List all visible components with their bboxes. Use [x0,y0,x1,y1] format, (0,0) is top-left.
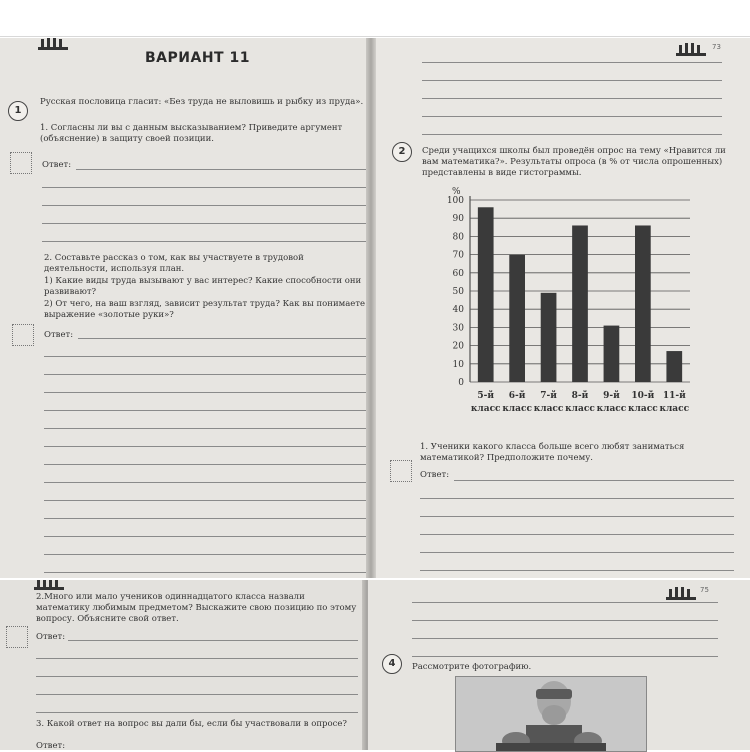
bar-6-й [509,255,525,382]
answer-line[interactable] [44,428,366,429]
bar-8-й [572,225,588,382]
answer-label: Ответ: [36,741,66,750]
answer-line[interactable] [36,694,358,695]
answer-line[interactable] [44,446,366,447]
photo-illustration [456,677,646,751]
answer-line[interactable] [412,656,718,657]
book-logo-icon [666,586,696,600]
answer-line[interactable] [76,169,366,170]
book-logo-icon [34,580,64,590]
answer-line[interactable] [454,480,734,481]
page-right-top [372,38,750,578]
answer-line[interactable] [44,572,366,573]
y-tick-label: 0 [458,378,464,388]
answer-line[interactable] [78,338,366,339]
photo-child-with-goggles [455,676,647,752]
answer-label: Ответ: [420,470,450,480]
book-gutter [366,38,376,578]
answer-line[interactable] [44,374,366,375]
task1-question1: 1. Согласны ли вы с данным высказыванием? Приведите аргумент (объяснение) в защиту своей позиции. [40,123,343,144]
bar-10-й [635,225,651,382]
task2-question2: 2.Много или мало учеников одиннадцатого класса назвали математику любимым предметом? Выскажите свою позицию по этому вопросу. Объясните свой ответ. [36,592,357,624]
y-tick-label: 80 [452,232,464,243]
answer-line[interactable] [44,518,366,519]
x-tick-label: класс [502,404,532,414]
answer-line[interactable] [44,464,366,465]
answer-label: Ответ: [42,160,72,170]
task1-intro: Русская пословица гласит: «Без труда не выловишь и рыбку из пруда». [40,97,364,107]
top-bar [0,0,750,37]
book-logo-icon [38,38,68,50]
x-tick-label: 7-й [540,391,557,401]
x-tick-label: 6-й [508,391,526,401]
book-logo-icon [676,42,706,56]
y-tick-label: 90 [452,214,464,225]
x-tick-label: 9-й [603,391,620,401]
x-tick-label: класс [596,404,627,414]
answer-line[interactable] [44,554,366,555]
answer-line[interactable] [422,98,722,99]
answer-checkbox[interactable] [390,460,412,482]
y-tick-label: 10 [452,359,464,370]
answer-line[interactable] [44,356,366,357]
task-number-1: 1 [8,101,28,121]
bar-9-й [604,326,620,382]
answer-line[interactable] [422,80,722,81]
page-number: 73 [712,43,721,51]
answer-line[interactable] [422,116,722,117]
answer-line[interactable] [44,410,366,411]
answer-line[interactable] [36,676,358,677]
y-tick-label: 30 [452,323,464,334]
answer-line[interactable] [412,602,718,603]
answer-line[interactable] [68,640,358,641]
answer-line[interactable] [42,223,366,224]
task4-intro: Рассмотрите фотографию. [412,662,532,672]
task1-question2-item2: 2) От чего, на ваш взгляд, зависит результат труда? Как вы понимаете выражение «золотые руки»? [44,299,366,320]
x-tick-label: 10-й [631,391,655,401]
answer-line[interactable] [420,498,734,499]
x-tick-label: 5-й [477,391,495,401]
answer-line[interactable] [42,241,366,242]
answer-line[interactable] [44,392,366,393]
bar-chart [430,186,690,436]
x-tick-label: класс [470,404,501,414]
x-tick-label: класс [565,404,595,414]
bar-7-й [541,293,557,382]
x-tick-label: класс [628,404,658,414]
task1-question2-item1: 1) Какие виды труда вызывают у вас интерес? Какие способности они развивают? [44,276,362,297]
answer-line[interactable] [412,620,718,621]
y-tick-label: 100 [446,196,464,206]
bar-5-й [478,207,494,382]
task2-question1: 1. Ученики какого класса больше всего любят заниматься математикой? Предположите почему. [420,442,685,463]
answer-line[interactable] [44,482,366,483]
answer-line[interactable] [44,536,366,537]
answer-line[interactable] [420,534,734,535]
answer-checkbox[interactable] [12,324,34,346]
y-tick-label: 50 [452,287,464,297]
task2-intro: Среди учащихся школы был проведён опрос на тему «Нравится ли вам математика?». Результаты опроса (в % от числа опрошенных) представлены в виде гистограммы. [422,146,726,178]
answer-line[interactable] [420,552,734,553]
answer-line[interactable] [422,134,722,135]
answer-line[interactable] [420,570,734,571]
x-tick-label: 11-й [662,391,686,401]
page-left-bottom [0,580,368,750]
answer-line[interactable] [42,187,366,188]
answer-line[interactable] [412,638,718,639]
answer-line[interactable] [44,500,366,501]
task1-question2: 2. Составьте рассказ о том, как вы участвуете в трудовой деятельности, используя план. [44,253,304,274]
page-left-top [0,38,372,578]
task2-question3: 3. Какой ответ на вопрос вы дали бы, если бы участвовали в опросе? [36,719,347,729]
y-tick-label: 20 [452,341,464,352]
y-tick-label: 70 [452,250,464,261]
answer-label: Ответ: [36,632,66,642]
task-number-4: 4 [382,654,402,674]
answer-label: Ответ: [44,330,74,340]
x-tick-label: 8-й [571,391,589,401]
y-tick-label: 60 [452,268,464,279]
y-tick-label: 40 [452,305,464,316]
answer-checkbox[interactable] [6,626,28,648]
page-number: 75 [700,586,709,594]
answer-checkbox[interactable] [10,152,32,174]
answer-line[interactable] [42,205,366,206]
bar-11-й [666,351,682,382]
answer-line[interactable] [420,516,734,517]
y-axis-label: % [452,187,461,197]
answer-line[interactable] [36,658,358,659]
x-tick-label: класс [533,404,564,414]
task-number-2: 2 [392,142,412,162]
variant-title: ВАРИАНТ 11 [145,50,250,66]
x-tick-label: класс [659,404,690,414]
answer-line[interactable] [36,712,358,713]
answer-line[interactable] [422,62,722,63]
